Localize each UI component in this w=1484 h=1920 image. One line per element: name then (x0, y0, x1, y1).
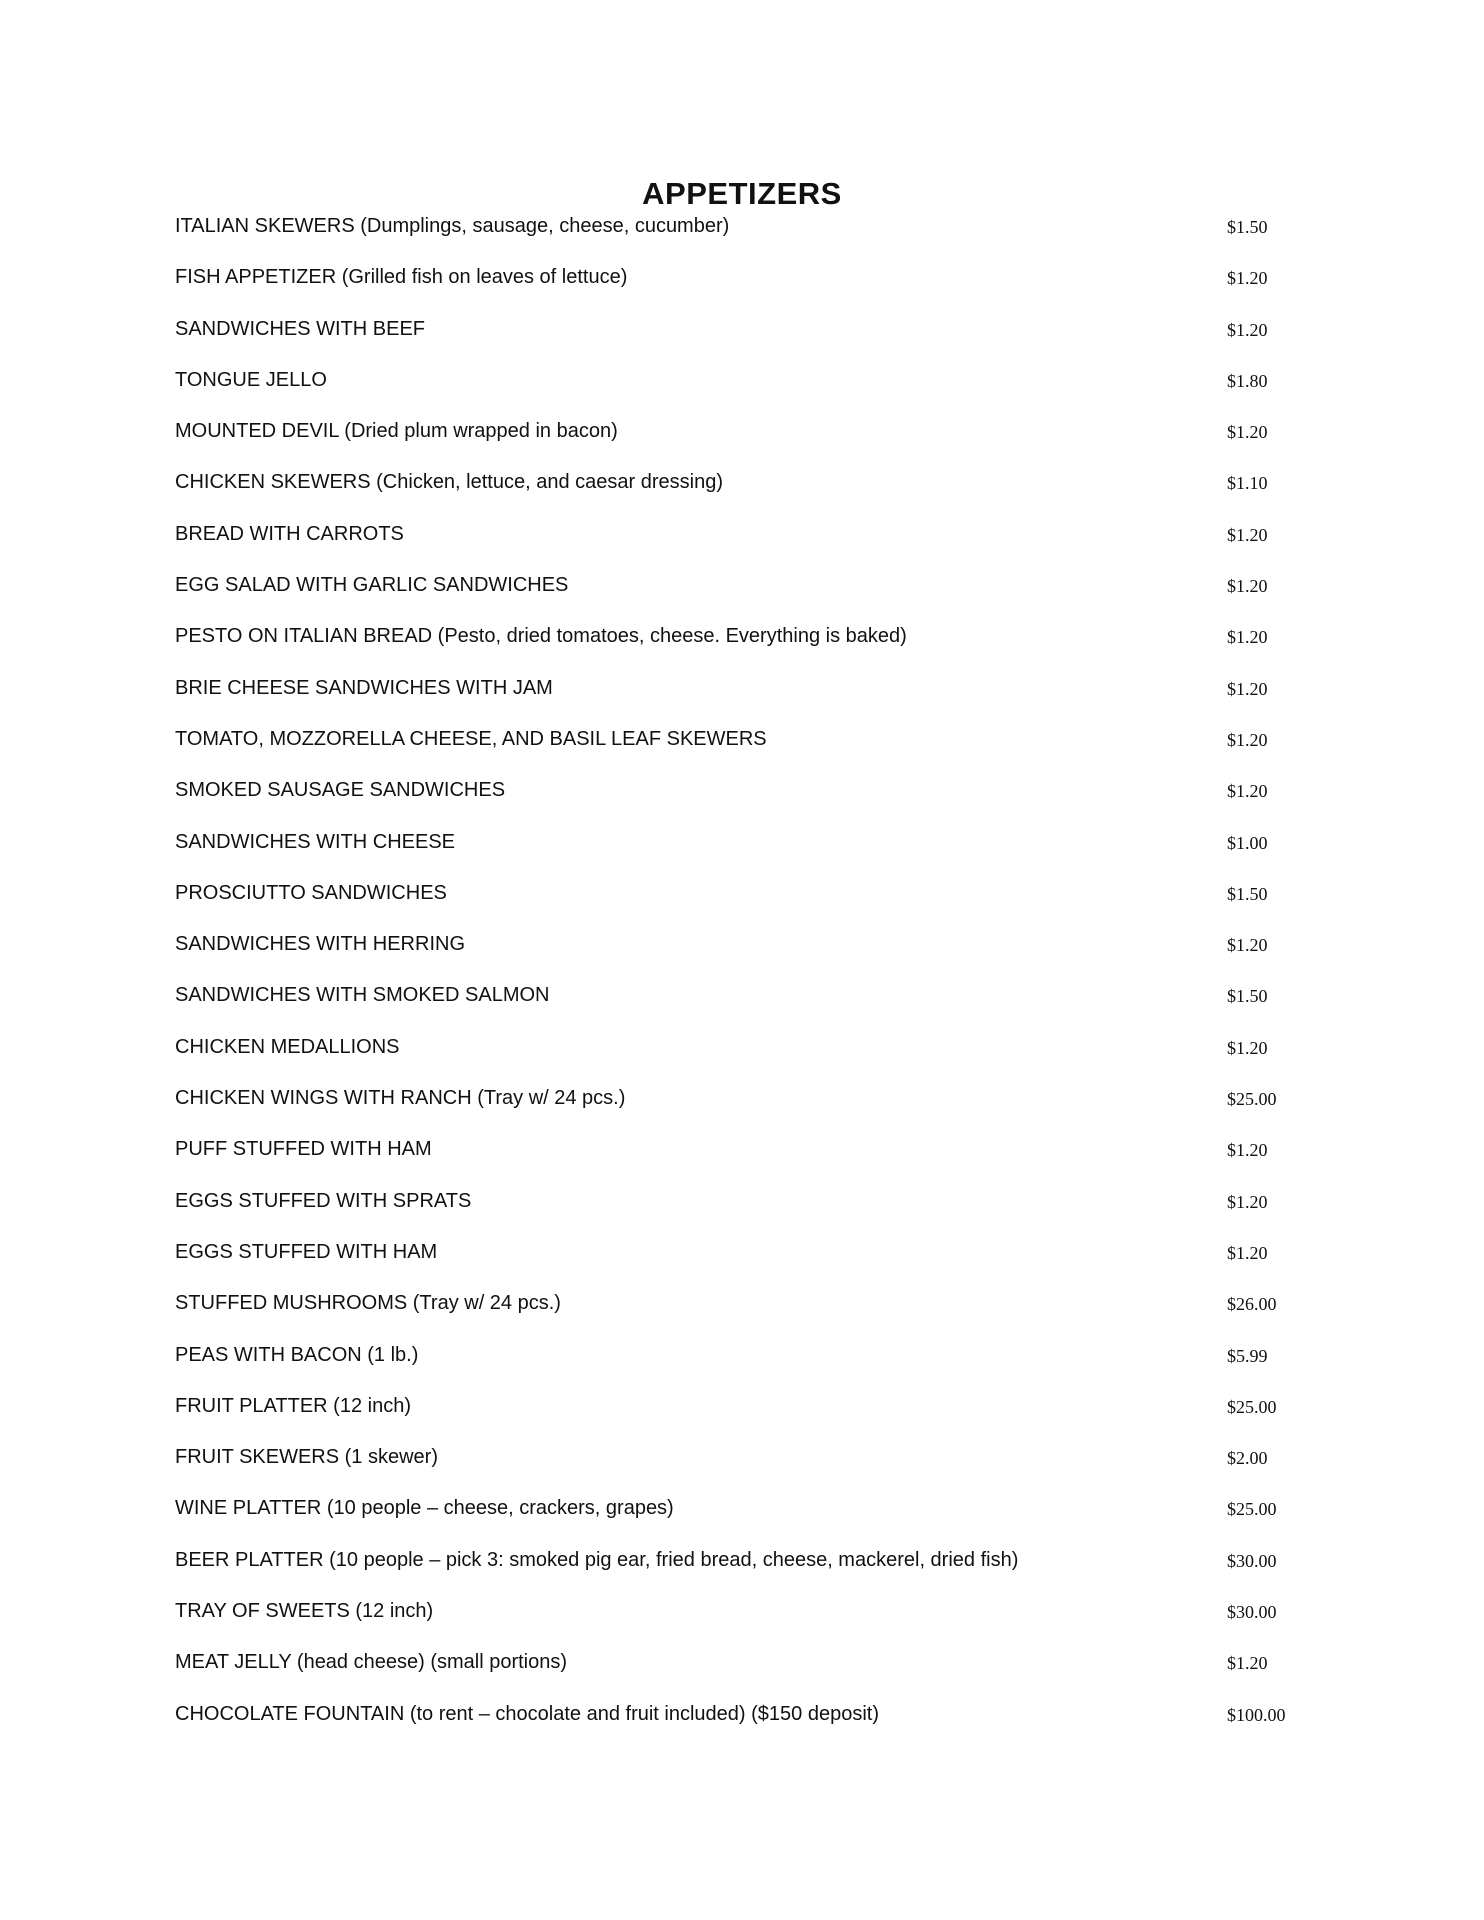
item-name: FRUIT PLATTER (12 inch) (175, 1394, 411, 1417)
item-name: TONGUE JELLO (175, 368, 327, 391)
menu-item (0, 1238, 1484, 1289)
menu-item (0, 1135, 1484, 1186)
item-price: $1.20 (1227, 268, 1268, 289)
menu-item (0, 1443, 1484, 1494)
menu-item (0, 1341, 1484, 1392)
item-price: $1.20 (1227, 935, 1268, 956)
page-title: APPETIZERS (642, 176, 842, 211)
item-price: $1.20 (1227, 1191, 1268, 1212)
item-name: SANDWICHES WITH BEEF (175, 317, 426, 340)
item-price: $1.20 (1227, 678, 1268, 699)
item-price: $1.20 (1227, 729, 1268, 750)
item-price: $25.00 (1227, 1499, 1277, 1520)
item-name: MEAT JELLY (head cheese) (small portions) (175, 1651, 568, 1674)
menu-item (0, 263, 1484, 314)
item-price: $1.20 (1227, 627, 1268, 648)
menu-item (0, 1289, 1484, 1340)
item-name: PROSCIUTTO SANDWICHES (175, 881, 447, 904)
item-price: $1.20 (1227, 319, 1268, 340)
item-price: $25.00 (1227, 1089, 1277, 1110)
item-price: $1.20 (1227, 1140, 1268, 1161)
item-price: $100.00 (1227, 1704, 1286, 1725)
menu-item (0, 930, 1484, 981)
item-name: EGGS STUFFED WITH SPRATS (175, 1189, 472, 1212)
menu-item (0, 1084, 1484, 1135)
item-price: $26.00 (1227, 1294, 1277, 1315)
item-name: PEAS WITH BACON (1 lb.) (175, 1343, 419, 1366)
item-price: $2.00 (1227, 1448, 1268, 1469)
item-price: $1.20 (1227, 1242, 1268, 1263)
item-name: SANDWICHES WITH CHEESE (175, 830, 456, 853)
item-price: $1.20 (1227, 576, 1268, 597)
menu-item (0, 776, 1484, 827)
item-price: $25.00 (1227, 1396, 1277, 1417)
item-name: CHICKEN MEDALLIONS (175, 1035, 400, 1058)
menu-item (0, 879, 1484, 930)
item-name: WINE PLATTER (10 people – cheese, crackers, grapes) (175, 1497, 674, 1520)
item-name: PESTO ON ITALIAN BREAD (Pesto, dried tomatoes, cheese. Everything is baked) (175, 625, 907, 648)
item-name: TRAY OF SWEETS (12 inch) (175, 1600, 434, 1623)
item-name: CHICKEN SKEWERS (Chicken, lettuce, and caesar dressing) (175, 471, 723, 494)
item-price: $1.20 (1227, 422, 1268, 443)
menu-list (0, 212, 1484, 1751)
item-name: MOUNTED DEVIL (Dried plum wrapped in bacon) (175, 420, 618, 443)
menu-item (0, 828, 1484, 879)
item-price: $1.20 (1227, 524, 1268, 545)
item-price: $1.50 (1227, 217, 1268, 237)
menu-item (0, 212, 1484, 263)
item-price: $1.00 (1227, 832, 1268, 853)
item-name: BREAD WITH CARROTS (175, 522, 404, 545)
menu-item (0, 520, 1484, 571)
item-name: PUFF STUFFED WITH HAM (175, 1138, 432, 1161)
item-name: SMOKED SAUSAGE SANDWICHES (175, 779, 506, 802)
item-name: BEER PLATTER (10 people – pick 3: smoked pig ear, fried bread, cheese, mackerel, dried fish) (175, 1548, 1019, 1571)
item-name: SANDWICHES WITH HERRING (175, 933, 465, 956)
item-name: FRUIT SKEWERS (1 skewer) (175, 1446, 438, 1469)
item-price: $1.20 (1227, 1037, 1268, 1058)
item-price: $1.80 (1227, 370, 1268, 391)
item-name: SANDWICHES WITH SMOKED SALMON (175, 984, 550, 1007)
menu-item (0, 725, 1484, 776)
menu-item (0, 366, 1484, 417)
menu-item (0, 1700, 1484, 1751)
item-price: $1.20 (1227, 781, 1268, 802)
menu-item (0, 674, 1484, 725)
item-name: CHOCOLATE FOUNTAIN (to rent – chocolate and fruit included) ($150 deposit) (175, 1702, 879, 1725)
item-name: EGG SALAD WITH GARLIC SANDWICHES (175, 574, 569, 597)
item-price: $5.99 (1227, 1345, 1268, 1366)
item-price: $1.10 (1227, 473, 1268, 494)
item-price: $30.00 (1227, 1602, 1277, 1623)
item-name: BRIE CHEESE SANDWICHES WITH JAM (175, 676, 553, 699)
menu-item (0, 571, 1484, 622)
item-name: TOMATO, MOZZORELLA CHEESE, AND BASIL LEAF SKEWERS (175, 727, 767, 750)
menu-item (0, 1494, 1484, 1545)
menu-item (0, 981, 1484, 1032)
item-name: EGGS STUFFED WITH HAM (175, 1240, 438, 1263)
menu-item (0, 1033, 1484, 1084)
menu-item (0, 622, 1484, 673)
menu-item (0, 468, 1484, 519)
menu-item (0, 417, 1484, 468)
menu-item (0, 1546, 1484, 1597)
menu-item (0, 1648, 1484, 1699)
item-price: $30.00 (1227, 1550, 1277, 1571)
item-price: $1.50 (1227, 883, 1268, 904)
item-price: $1.20 (1227, 1653, 1268, 1674)
item-name: FISH APPETIZER (Grilled fish on leaves of lettuce) (175, 266, 628, 289)
menu-item (0, 315, 1484, 366)
menu-item (0, 1597, 1484, 1648)
menu-item (0, 1392, 1484, 1443)
item-name: ITALIAN SKEWERS (Dumplings, sausage, cheese, cucumber) (175, 215, 730, 237)
item-price: $1.50 (1227, 986, 1268, 1007)
item-name: CHICKEN WINGS WITH RANCH (Tray w/ 24 pcs.) (175, 1087, 626, 1110)
item-name: STUFFED MUSHROOMS (Tray w/ 24 pcs.) (175, 1292, 561, 1315)
menu-item (0, 1187, 1484, 1238)
